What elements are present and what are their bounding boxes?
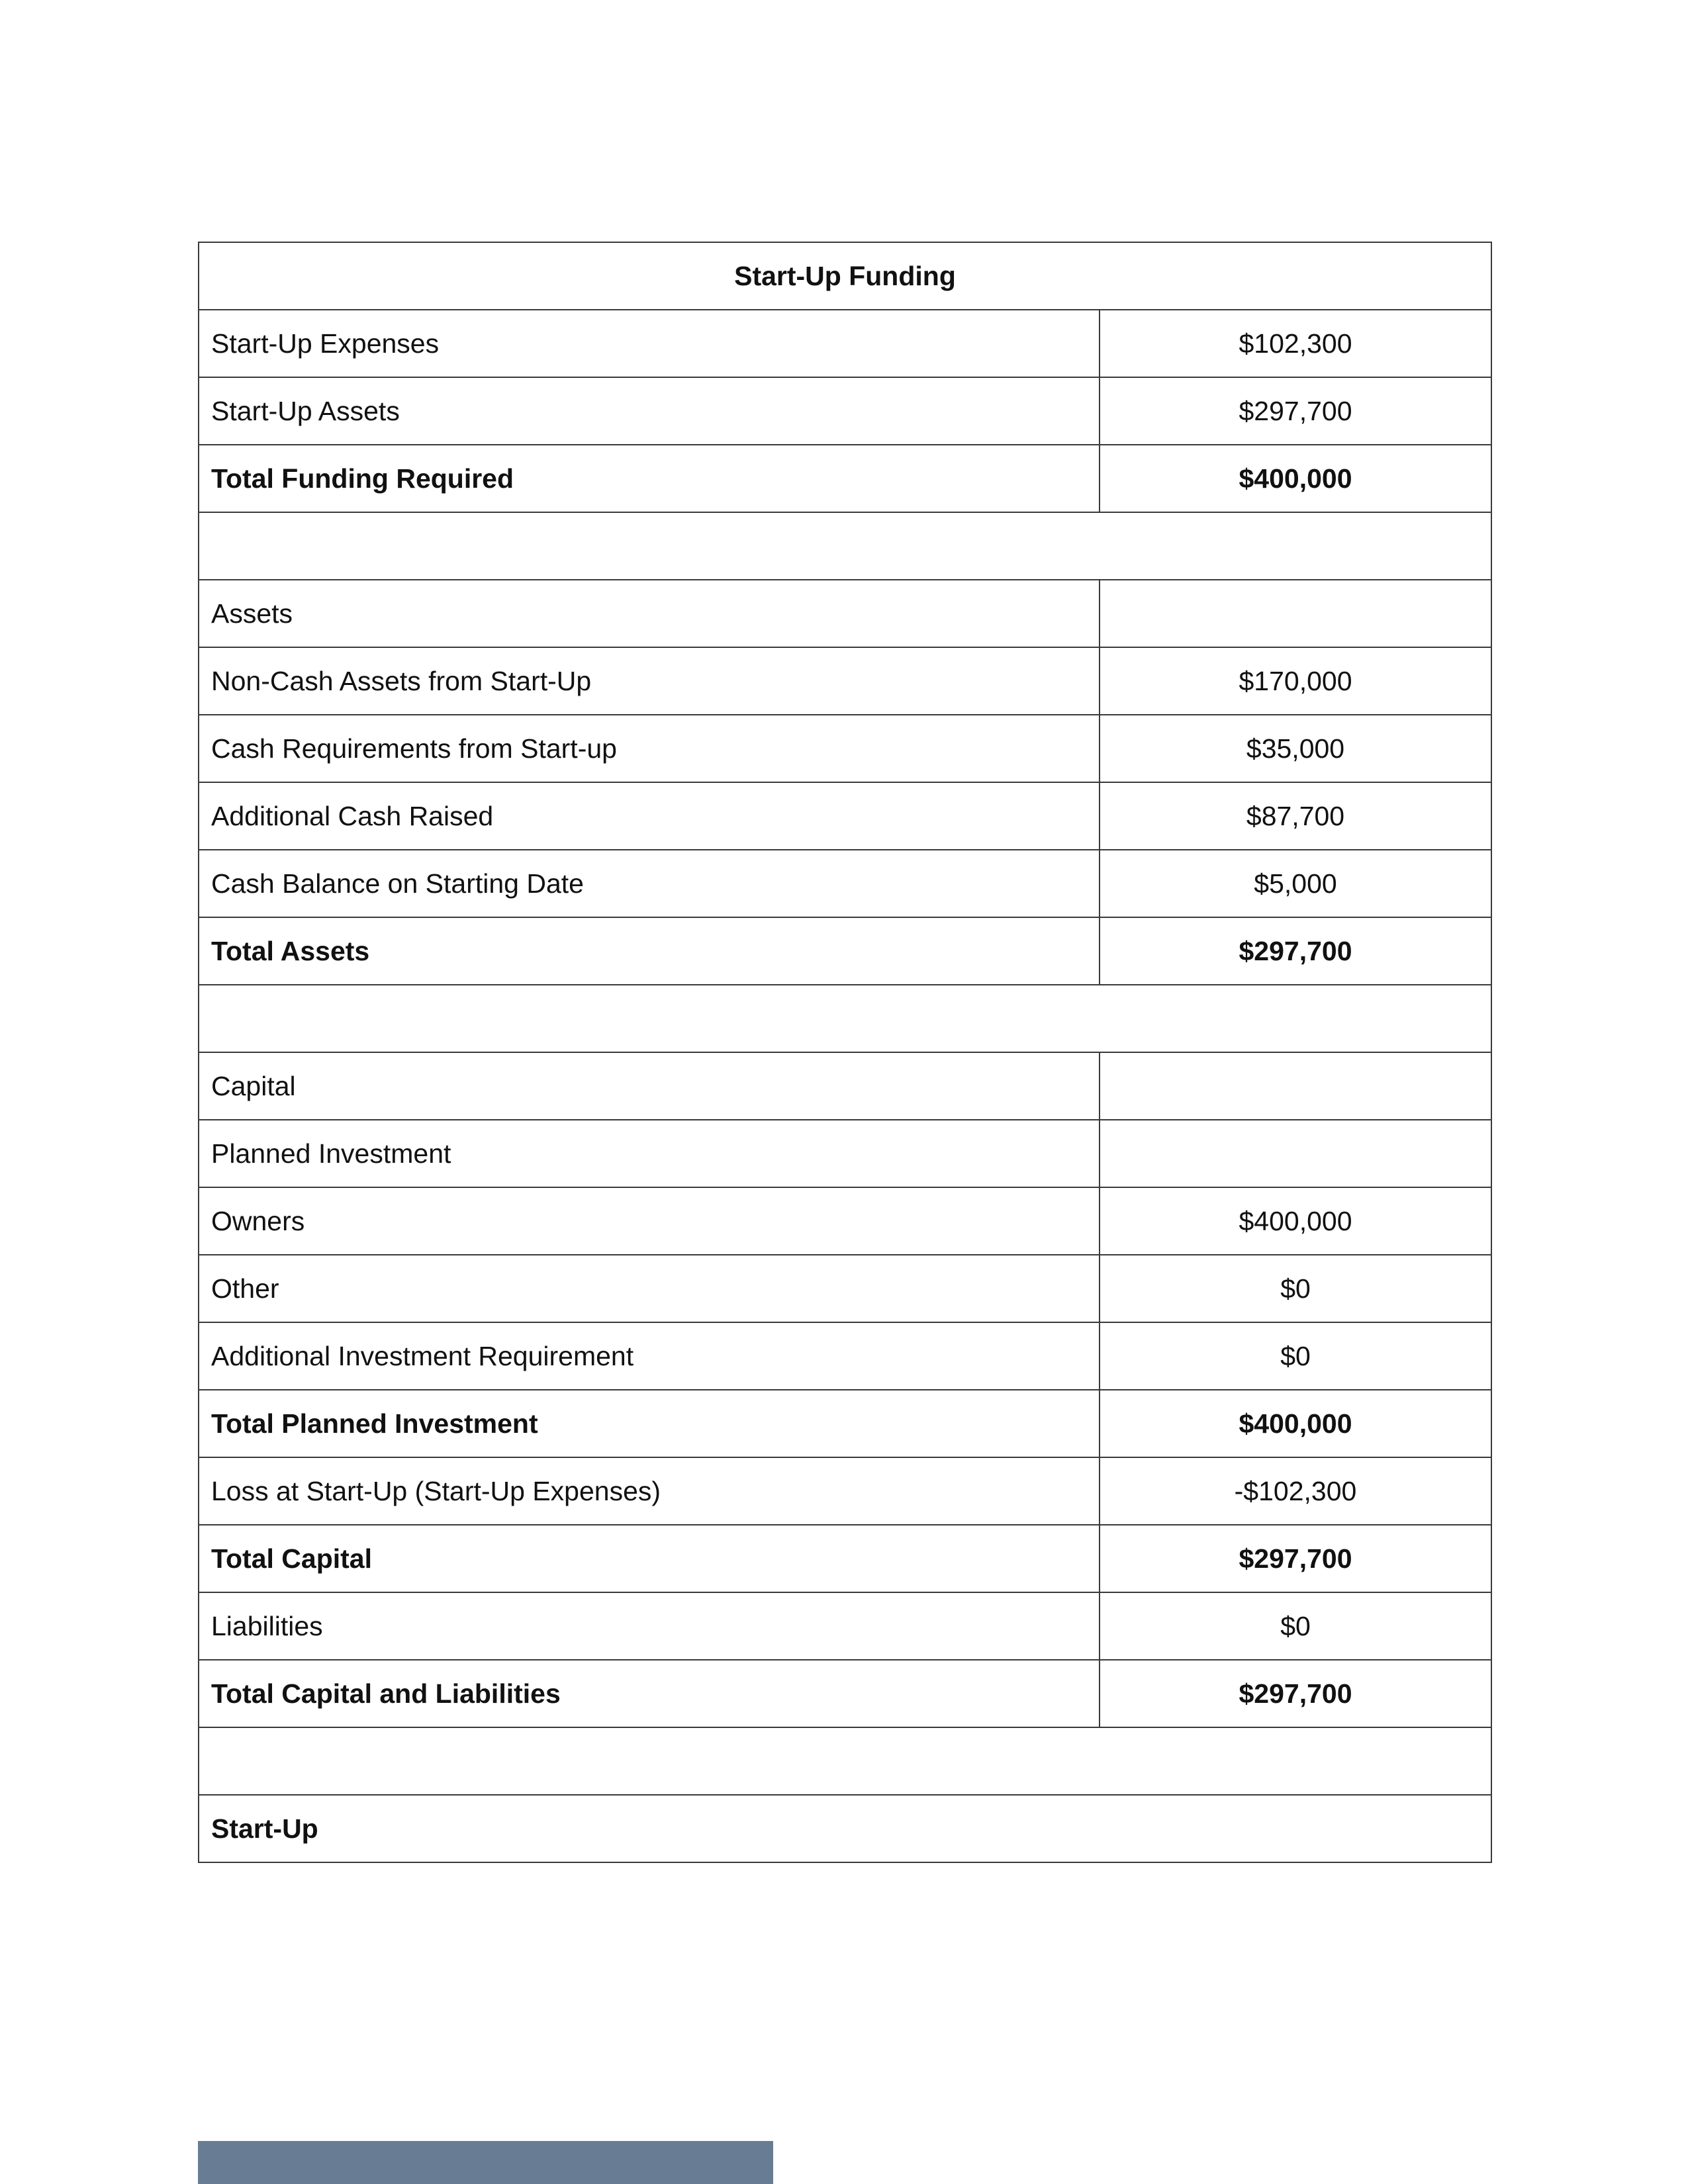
table-row	[199, 782, 1491, 850]
row-label: Liabilities	[199, 1592, 1100, 1660]
row-value: $87,700	[1100, 782, 1491, 850]
row-label: Other	[199, 1255, 1100, 1322]
spacer-row	[199, 1727, 1491, 1795]
row-value: $297,700	[1100, 1525, 1491, 1592]
total-row	[199, 1660, 1491, 1727]
row-value: $400,000	[1100, 445, 1491, 512]
section-header-row	[199, 1052, 1491, 1120]
table-title: Start-Up Funding	[199, 242, 1491, 310]
row-label: Total Funding Required	[199, 445, 1100, 512]
row-value: $297,700	[1100, 917, 1491, 985]
table-row	[199, 715, 1491, 782]
table-row	[199, 1255, 1491, 1322]
footer-label: Start-Up	[199, 1795, 1491, 1862]
table-row	[199, 1120, 1491, 1187]
table-title-row	[199, 242, 1491, 310]
total-row	[199, 917, 1491, 985]
row-value	[1100, 1120, 1491, 1187]
table-row	[199, 1187, 1491, 1255]
row-label: Non-Cash Assets from Start-Up	[199, 647, 1100, 715]
row-label: Capital	[199, 1052, 1100, 1120]
total-row	[199, 1525, 1491, 1592]
row-label: Assets	[199, 580, 1100, 647]
total-row	[199, 1390, 1491, 1457]
footer-accent-bar	[198, 2141, 773, 2184]
row-value: $297,700	[1100, 377, 1491, 445]
spacer-row	[199, 512, 1491, 580]
row-label: Cash Requirements from Start-up	[199, 715, 1100, 782]
row-label: Owners	[199, 1187, 1100, 1255]
row-value: $102,300	[1100, 310, 1491, 377]
total-row	[199, 445, 1491, 512]
row-value: $0	[1100, 1255, 1491, 1322]
row-value: $35,000	[1100, 715, 1491, 782]
row-label: Total Capital and Liabilities	[199, 1660, 1100, 1727]
row-label: Total Planned Investment	[199, 1390, 1100, 1457]
table-row	[199, 1322, 1491, 1390]
row-label: Additional Cash Raised	[199, 782, 1100, 850]
row-label: Total Assets	[199, 917, 1100, 985]
empty-cell	[199, 1727, 1491, 1795]
table-row	[199, 310, 1491, 377]
row-value	[1100, 1052, 1491, 1120]
table-row	[199, 647, 1491, 715]
row-value: $400,000	[1100, 1390, 1491, 1457]
start-up-funding-table	[198, 242, 1492, 1863]
row-label: Start-Up Assets	[199, 377, 1100, 445]
footer-row	[199, 1795, 1491, 1862]
table-row	[199, 1592, 1491, 1660]
row-label: Cash Balance on Starting Date	[199, 850, 1100, 917]
section-header-row	[199, 580, 1491, 647]
row-label: Planned Investment	[199, 1120, 1100, 1187]
row-label: Start-Up Expenses	[199, 310, 1100, 377]
row-value: $400,000	[1100, 1187, 1491, 1255]
row-value: $297,700	[1100, 1660, 1491, 1727]
row-value: $0	[1100, 1592, 1491, 1660]
row-label: Loss at Start-Up (Start-Up Expenses)	[199, 1457, 1100, 1525]
empty-cell	[199, 512, 1491, 580]
table-row	[199, 1457, 1491, 1525]
row-value	[1100, 580, 1491, 647]
empty-cell	[199, 985, 1491, 1052]
row-value: $170,000	[1100, 647, 1491, 715]
row-label: Additional Investment Requirement	[199, 1322, 1100, 1390]
row-value: $5,000	[1100, 850, 1491, 917]
row-label: Total Capital	[199, 1525, 1100, 1592]
row-value: -$102,300	[1100, 1457, 1491, 1525]
table-row	[199, 377, 1491, 445]
spacer-row	[199, 985, 1491, 1052]
row-value: $0	[1100, 1322, 1491, 1390]
table-row	[199, 850, 1491, 917]
